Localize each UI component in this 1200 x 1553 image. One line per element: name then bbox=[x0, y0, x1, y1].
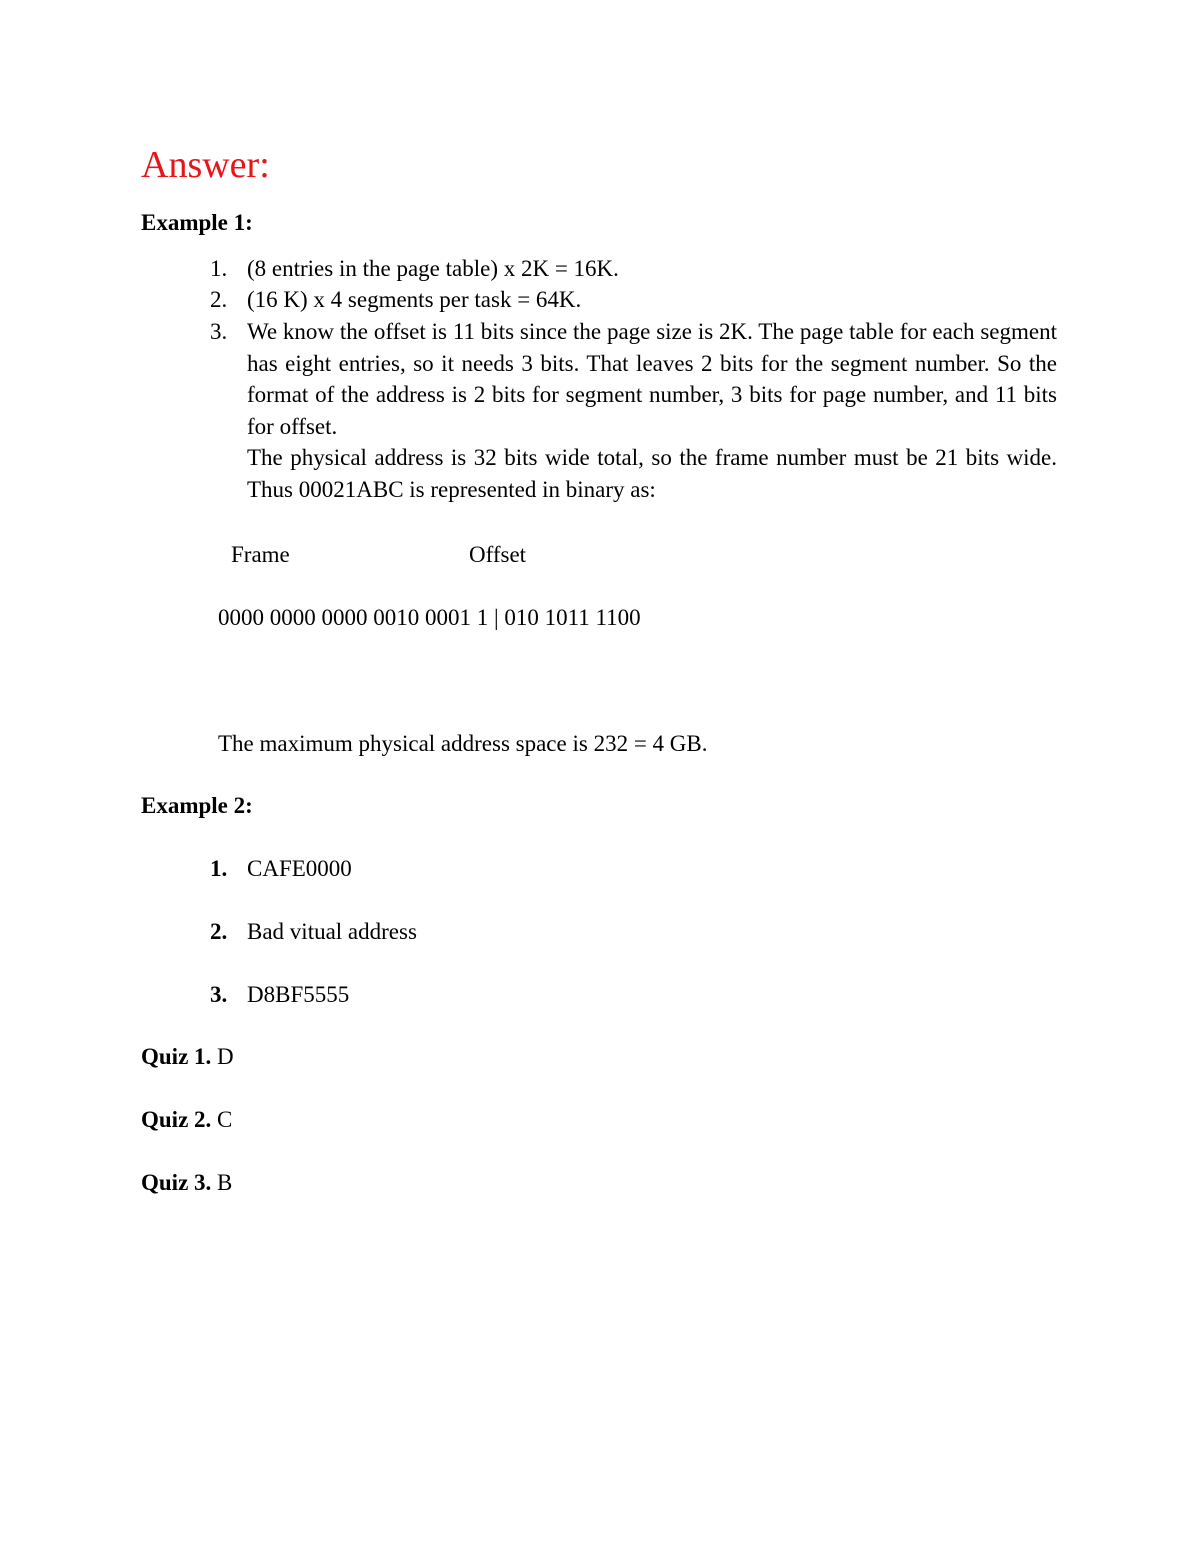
quiz-answer bbox=[141, 1041, 234, 1073]
quiz-value: C bbox=[217, 1107, 233, 1132]
list-item-text: CAFE0000 bbox=[247, 856, 352, 881]
list-number: 3. bbox=[210, 319, 228, 344]
quiz-value: D bbox=[217, 1044, 234, 1069]
list-number: 2. bbox=[210, 287, 228, 312]
quiz-answer bbox=[141, 1104, 232, 1136]
list-item-body bbox=[247, 316, 1057, 505]
list-item-text: D8BF5555 bbox=[247, 982, 350, 1007]
quiz-value: B bbox=[217, 1170, 233, 1195]
page-title: Answer: bbox=[141, 144, 270, 186]
list-item-text: (8 entries in the page table) x 2K = 16K. bbox=[247, 256, 619, 281]
list-number: 1. bbox=[210, 256, 228, 281]
list-number: 1. bbox=[210, 856, 228, 881]
example2-heading: Example 2: bbox=[141, 793, 253, 818]
quiz-label: Quiz 1. bbox=[141, 1044, 212, 1069]
max-address-statement: The maximum physical address space is 232 = 4 GB. bbox=[218, 731, 708, 756]
offset-label: Offset bbox=[469, 542, 527, 567]
example1-heading: Example 1: bbox=[141, 210, 253, 235]
list-item-text: Bad vitual address bbox=[247, 919, 417, 944]
list-number: 2. bbox=[210, 919, 228, 944]
explanation-paragraph: We know the offset is 11 bits since the page size is 2K. The page table for each segment has eight entries, so it needs 3 bits. That leaves 2 bits for the segment number. So the format of the address is 2 bits for segment number, 3 bits for page number, and 11 bits for offset. bbox=[247, 319, 1057, 439]
list-number: 3. bbox=[210, 982, 228, 1007]
quiz-label: Quiz 3. bbox=[141, 1170, 212, 1195]
quiz-answer bbox=[141, 1167, 232, 1199]
list-item-text: (16 K) x 4 segments per task = 64K. bbox=[247, 287, 582, 312]
explanation-paragraph: The physical address is 32 bits wide total, so the frame number must be 21 bits wide. Thus 00021ABC is represented in binary as: bbox=[247, 445, 1057, 502]
binary-address: 0000 0000 0000 0010 0001 1 | 010 1011 1100 bbox=[218, 605, 641, 630]
quiz-label: Quiz 2. bbox=[141, 1107, 212, 1132]
frame-label: Frame bbox=[231, 542, 290, 567]
